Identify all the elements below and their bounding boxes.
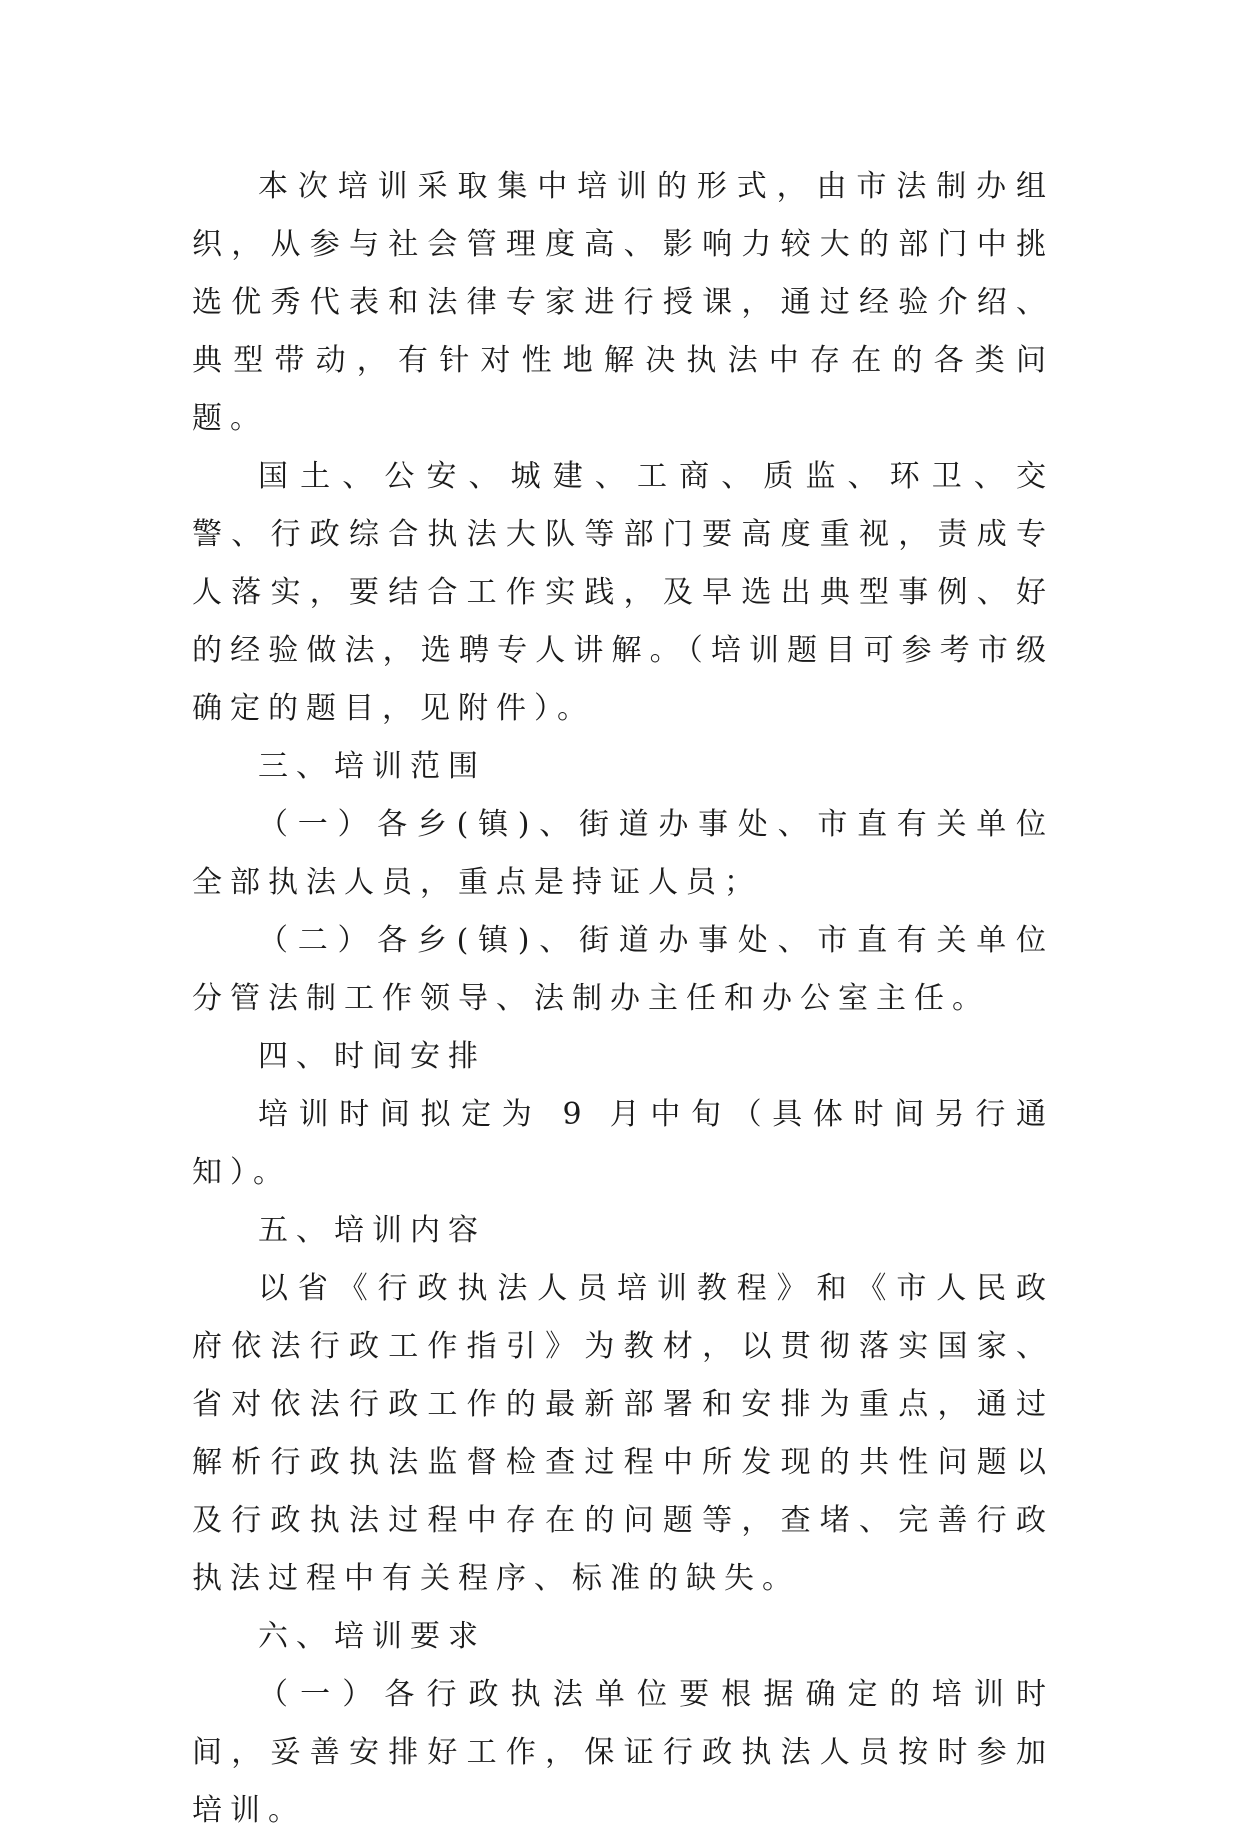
paragraph-scope-item-1: （一）各乡(镇)、街道办事处、市直有关单位全部执法人员，重点是持证人员； [192, 807, 1054, 900]
section-heading-schedule: 四、时间安排 [258, 1039, 486, 1074]
paragraph-requirement-item-1: （一）各行政执法单位要根据确定的培训时间，妥善安排好工作，保证行政执法人员按时参加培训。 [192, 1677, 1054, 1828]
paragraph-department-requirements: 国土、公安、城建、工商、质监、环卫、交警、行政综合执法大队等部门要高度重视，责成专人落实，要结合工作实践，及早选出典型事例、好的经验做法，选聘专人讲解。（培训题目可参考市级确定的题目，见附件）。 [192, 459, 1054, 726]
paragraph-scope-item-2: （二）各乡(镇)、街道办事处、市直有关单位分管法制工作领导、法制办主任和办公室主任。 [192, 923, 1054, 1016]
paragraph-training-format: 本次培训采取集中培训的形式，由市法制办组织，从参与社会管理度高、影响力较大的部门中挑选优秀代表和法律专家进行授课，通过经验介绍、典型带动，有针对性地解决执法中存在的各类问题。 [192, 169, 1054, 436]
document-body [192, 158, 1054, 1840]
paragraph-content: 以省《行政执法人员培训教程》和《市人民政府依法行政工作指引》为教材，以贯彻落实国家、省对依法行政工作的最新部署和安排为重点，通过解析行政执法监督检查过程中所发现的共性问题以及行政执法过程中存在的问题等，查堵、完善行政执法过程中有关程序、标准的缺失。 [192, 1271, 1054, 1596]
section-heading-requirements: 六、培训要求 [258, 1619, 486, 1654]
section-heading-scope: 三、培训范围 [258, 749, 486, 784]
paragraph-schedule: 培训时间拟定为 9 月中旬（具体时间另行通知）。 [192, 1097, 1054, 1190]
section-heading-content: 五、培训内容 [258, 1213, 486, 1248]
